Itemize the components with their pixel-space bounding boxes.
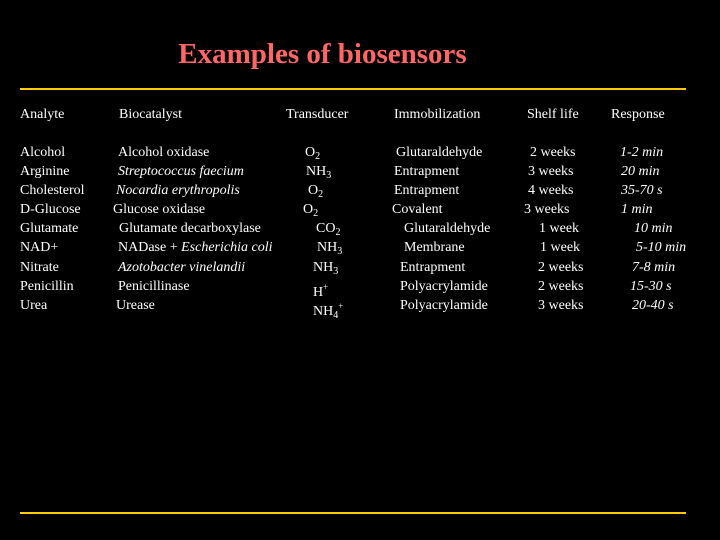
- cell-biocatalyst: Urease: [116, 298, 155, 313]
- cell-biocatalyst: Nocardia erythropolis: [116, 183, 240, 198]
- cell-analyte: Glutamate: [20, 221, 79, 236]
- cell-analyte: Nitrate: [20, 260, 59, 275]
- cell-transducer: [317, 239, 342, 261]
- transducer-subscript: 2: [315, 151, 321, 162]
- cell-response: 15-30 s: [630, 279, 672, 294]
- cell-immobilization: Entrapment: [394, 183, 460, 198]
- cell-shelf-life: 1 week: [540, 240, 581, 255]
- transducer-subscript: 3: [337, 246, 343, 257]
- cell-biocatalyst: Glucose oxidase: [113, 202, 206, 217]
- cell-response: 1-2 min: [620, 145, 664, 160]
- cell-immobilization: Glutaraldehyde: [404, 221, 491, 236]
- header-analyte: Analyte: [20, 107, 65, 122]
- header-biocatalyst: Biocatalyst: [119, 107, 182, 122]
- transducer-formula: NH: [313, 260, 334, 275]
- cell-immobilization: Membrane: [404, 240, 465, 255]
- transducer-formula: O: [303, 202, 314, 217]
- cell-shelf-life: 2 weeks: [538, 279, 584, 294]
- cell-shelf-life: 3 weeks: [524, 202, 570, 217]
- page-title: Examples of biosensors: [178, 38, 467, 70]
- cell-biocatalyst: Glutamate decarboxylase: [119, 221, 261, 236]
- transducer-subscript: 3: [326, 170, 332, 181]
- transducer-formula: NH: [313, 304, 334, 319]
- cell-immobilization: Covalent: [392, 202, 443, 217]
- cell-analyte: NAD+: [20, 240, 59, 255]
- transducer-subscript: 4: [333, 310, 339, 321]
- cell-analyte: Urea: [20, 298, 48, 313]
- cell-shelf-life: 2 weeks: [530, 145, 576, 160]
- cell-analyte: Arginine: [20, 164, 70, 179]
- cell-biocatalyst: Streptococcus faecium: [118, 164, 244, 179]
- cell-analyte: Alcohol: [20, 145, 66, 160]
- cell-response: 1 min: [621, 202, 653, 217]
- header-immobilization: Immobilization: [394, 107, 481, 122]
- cell-biocatalyst: Alcohol oxidase: [118, 145, 210, 160]
- transducer-subscript: 3: [333, 266, 339, 277]
- cell-analyte: Penicillin: [20, 279, 74, 294]
- cell-response: 20 min: [621, 164, 660, 179]
- cell-response: 7-8 min: [632, 260, 676, 275]
- cell-immobilization: Polyacrylamide: [400, 279, 488, 294]
- cell-transducer: [313, 297, 343, 325]
- cell-response: 35-70 s: [621, 183, 663, 198]
- cell-response: 10 min: [634, 221, 673, 236]
- transducer-formula: H: [313, 285, 324, 300]
- transducer-subscript: 2: [335, 227, 341, 238]
- cell-immobilization: Entrapment: [400, 260, 466, 275]
- transducer-formula: NH: [306, 164, 327, 179]
- header-transducer: Transducer: [286, 107, 349, 122]
- transducer-superscript: +: [323, 282, 329, 292]
- transducer-superscript: +: [338, 301, 344, 311]
- bottom-divider: [20, 512, 686, 514]
- biocatalyst-enzyme: NADase +: [118, 240, 182, 255]
- cell-shelf-life: 2 weeks: [538, 260, 584, 275]
- cell-immobilization: Entrapment: [394, 164, 460, 179]
- transducer-subscript: 2: [313, 208, 319, 219]
- cell-shelf-life: 3 weeks: [538, 298, 584, 313]
- cell-response: 20-40 s: [632, 298, 674, 313]
- cell-shelf-life: 1 week: [539, 221, 580, 236]
- header-response: Response: [611, 107, 665, 122]
- cell-shelf-life: 4 weeks: [528, 183, 574, 198]
- biocatalyst-organism: Escherichia coli: [181, 240, 273, 255]
- transducer-formula: CO: [316, 221, 336, 236]
- cell-biocatalyst: Azotobacter vinelandii: [118, 260, 246, 275]
- transducer-formula: O: [305, 145, 316, 160]
- cell-response: 5-10 min: [636, 240, 687, 255]
- cell-immobilization: Polyacrylamide: [400, 298, 488, 313]
- cell-biocatalyst: Penicillinase: [118, 279, 190, 294]
- cell-biocatalyst: [118, 239, 272, 257]
- transducer-subscript: 2: [318, 189, 324, 200]
- cell-analyte: Cholesterol: [20, 183, 85, 198]
- transducer-formula: O: [308, 183, 319, 198]
- cell-analyte: D-Glucose: [20, 202, 81, 217]
- cell-shelf-life: 3 weeks: [528, 164, 574, 179]
- top-divider: [20, 88, 686, 90]
- cell-immobilization: Glutaraldehyde: [396, 145, 483, 160]
- transducer-formula: NH: [317, 240, 338, 255]
- header-shelf-life: Shelf life: [527, 107, 579, 122]
